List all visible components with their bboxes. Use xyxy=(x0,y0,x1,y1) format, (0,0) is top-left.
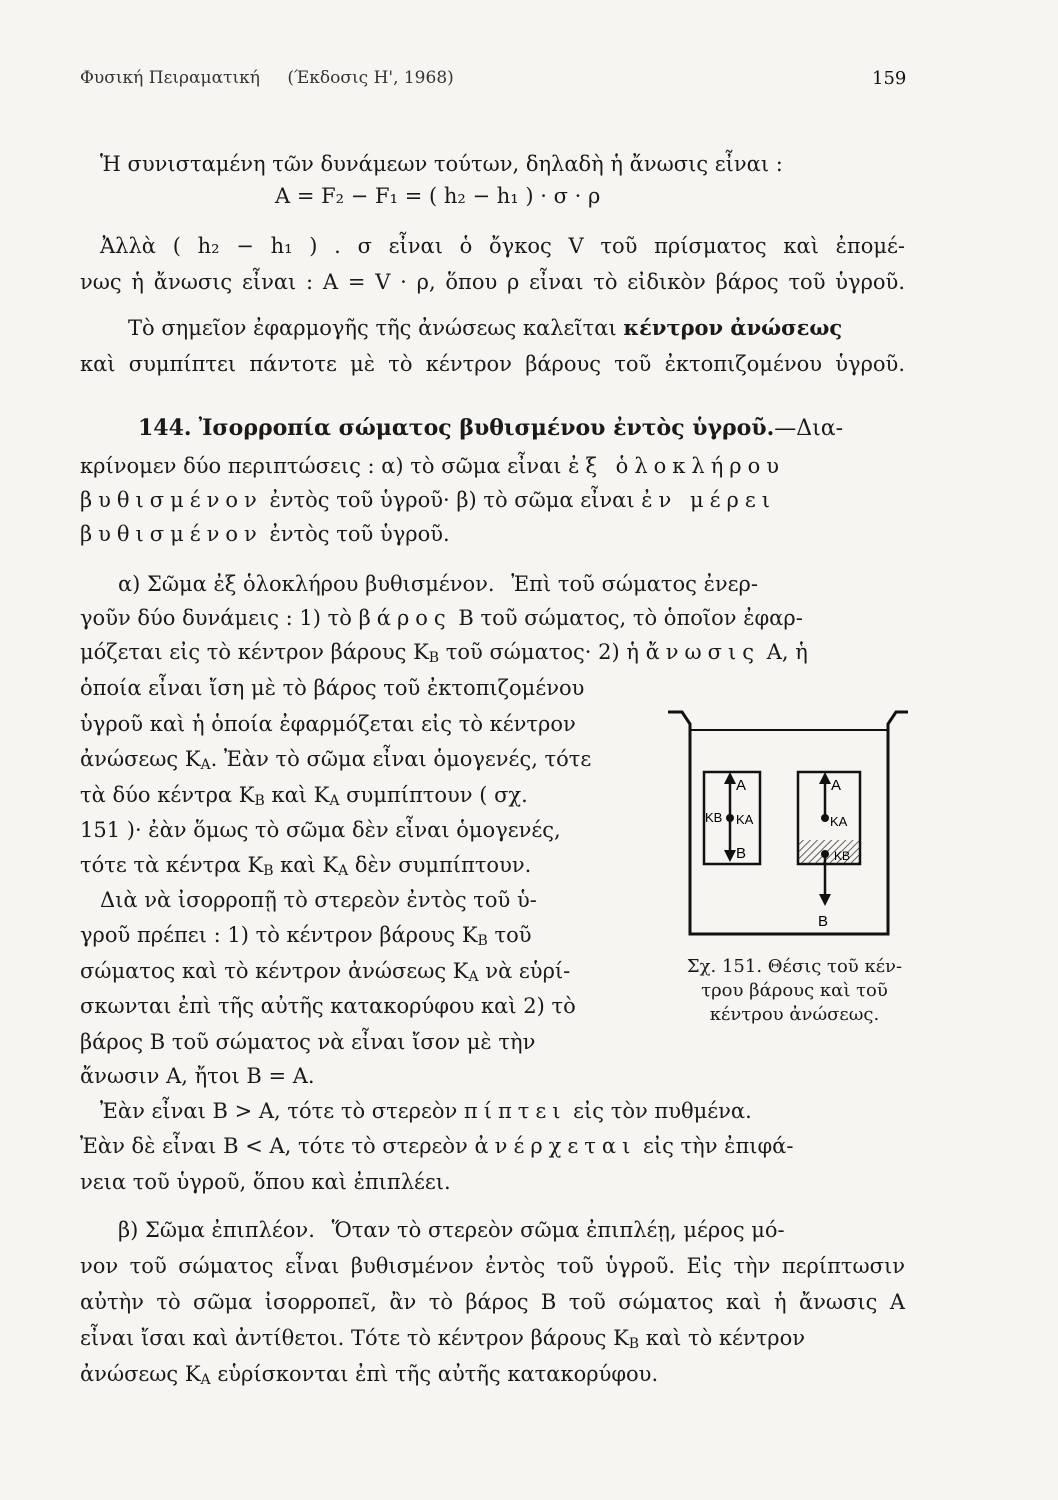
text-line: νον τοῦ σώματος εἶναι βυθισμένον ἐντὸς τοῦ ὑγροῦ. Εἰς τὴν περίπτωσιν xyxy=(80,1254,905,1278)
text-span: Ὅταν τὸ στερεὸν σῶμα ἐπιπλέῃ, μέρος μό- xyxy=(331,1218,785,1242)
section-heading xyxy=(138,414,843,443)
text-span: τοῦ xyxy=(487,923,532,947)
emphasis: πίπτει xyxy=(463,1099,567,1123)
emphasis: βάρος xyxy=(358,606,452,630)
emphasis: βυθισμένον xyxy=(80,522,263,546)
text-span: Ἐὰν δὲ εἶναι B < A, τότε τὸ στερεὸν xyxy=(80,1134,475,1158)
text-line xyxy=(80,452,785,480)
subscript: B xyxy=(428,650,440,666)
label-kb: KB xyxy=(834,849,851,863)
text-line xyxy=(80,1324,805,1358)
text-span: . Ἐὰν τὸ σῶμα εἶναι ὁμογενές, τότε xyxy=(210,747,592,771)
text-line xyxy=(80,851,531,885)
text-span: εὑρίσκονται ἐπὶ τῆς αὐτῆς κατακορύφου. xyxy=(210,1362,659,1386)
label-a: A xyxy=(736,777,747,794)
section-title: Ἰσορροπία σώματος βυθισμένου ἐντὸς ὑγροῦ. xyxy=(198,415,775,441)
text-line xyxy=(80,1360,658,1394)
text-line xyxy=(100,1097,752,1125)
emphasis: ἀνέρχεται xyxy=(474,1134,637,1158)
text-span: δὲν συμπίπτουν. xyxy=(348,853,532,877)
center-point xyxy=(821,814,829,822)
text-span: τότε τὰ κέντρα K xyxy=(80,853,264,877)
arrow-head xyxy=(819,894,831,906)
text-line xyxy=(80,604,803,632)
hatched-region xyxy=(798,840,860,864)
text-line xyxy=(80,520,450,548)
text-line xyxy=(80,921,532,955)
text-line: ὑγροῦ καὶ ἡ ὁποία ἐφαρμόζεται εἰς τὸ κέντρον xyxy=(80,712,576,736)
subscript: B xyxy=(263,863,274,879)
label-b: B xyxy=(818,913,829,930)
emphasis: βυθισμένον xyxy=(80,488,263,512)
text-span: σώματος καὶ τὸ κέντρον ἀνώσεως K xyxy=(80,959,469,983)
label-a: A xyxy=(831,777,842,794)
text-line: νως ἡ ἄνωσις εἶναι : A = V · ρ, ὅπου ρ εἶναι τὸ εἰδικὸν βάρος τοῦ ὑγροῦ. xyxy=(80,270,905,294)
subscript: A xyxy=(468,969,479,985)
text-line: καὶ συμπίπτει πάντοτε μὲ τὸ κέντρον βάρους τοῦ ἐκτοπιζομένου ὑγροῦ. xyxy=(80,352,905,376)
text-span: ἐντὸς τοῦ ὑγροῦ· β) τὸ σῶμα εἶναι xyxy=(262,488,642,512)
subscript: B xyxy=(477,933,488,949)
key-term: κέντρον ἀνώσεως xyxy=(623,315,843,340)
arrow-head xyxy=(724,850,736,862)
caption-line: κέντρου ἀνώσεως. xyxy=(709,1004,880,1025)
text-span: ἐντὸς τοῦ ὑγροῦ. xyxy=(262,522,450,546)
text-span: γοῦν δύο δυνάμεις : 1) τὸ xyxy=(80,606,352,630)
emphasis: ἐξ ὁλοκλήρου xyxy=(568,454,786,478)
text-span: καὶ τὸ κέντρον xyxy=(639,1326,806,1350)
section-number: 144. xyxy=(138,415,192,441)
subheading: α) Σῶμα ἐξ ὁλοκλήρου βυθισμένον. xyxy=(118,572,495,596)
subscript: B xyxy=(628,1336,640,1352)
text-span: Τὸ σημεῖον ἐφαρμογῆς τῆς ἀνώσεως καλεῖται xyxy=(128,316,624,340)
arrow-head xyxy=(724,772,736,784)
text-line: 151 )· ἐὰν ὅμως τὸ σῶμα δὲν εἶναι ὁμογενές, xyxy=(80,818,561,842)
text-span: εἰς τὸν πυθμένα. xyxy=(566,1099,752,1123)
text-span: A, ἡ xyxy=(760,640,808,664)
text-span: Ἐπὶ τοῦ σώματος ἐνερ- xyxy=(511,572,758,596)
figure-caption xyxy=(662,955,927,1027)
subscript: A xyxy=(200,757,211,773)
subscript: A xyxy=(338,863,349,879)
text-line xyxy=(118,1216,785,1244)
text-line: Διὰ νὰ ἰσορροπῇ τὸ στερεὸν ἐντὸς τοῦ ὑ- xyxy=(100,888,537,912)
text-line: ἄνωσιν A, ἤτοι B = A. xyxy=(80,1064,315,1088)
text-span: μόζεται εἰς τὸ κέντρον βάρους K xyxy=(80,640,429,664)
text-line: αὐτὴν τὸ σῶμα ἰσορροπεῖ, ἂν τὸ βάρος B τοῦ σώματος καὶ ἡ ἄνωσις A xyxy=(80,1290,905,1314)
text-line xyxy=(80,1132,793,1160)
label-b: B xyxy=(736,845,747,862)
label-kb: KB xyxy=(705,810,723,825)
text-line: ὁποία εἶναι ἴση μὲ τὸ βάρος τοῦ ἐκτοπιζομένου xyxy=(80,676,585,700)
page-number: 159 xyxy=(872,68,907,89)
center-point xyxy=(726,814,734,822)
emphasis: ἐν μέρει xyxy=(641,488,776,512)
subheading: β) Σῶμα ἐπιπλέον. xyxy=(118,1218,315,1242)
text-span: ἀνώσεως K xyxy=(80,1362,201,1386)
book-title: Φυσική Πειραματική xyxy=(80,68,260,88)
subscript: A xyxy=(329,793,340,809)
text-span: συμπίπτουν ( σχ. xyxy=(339,783,528,807)
text-span: ἀνώσεως K xyxy=(80,747,201,771)
subscript: A xyxy=(200,1372,211,1388)
text-span: κρίνομεν δύο περιπτώσεις : α) τὸ σῶμα εἶναι xyxy=(80,454,569,478)
caption-line: τρου βάρους καὶ τοῦ xyxy=(701,980,888,1001)
text-span: εἰς τὴν ἐπιφά- xyxy=(636,1134,794,1158)
edition-note: (Έκδοσις Η', 1968) xyxy=(287,68,454,88)
label-ka: KA xyxy=(736,812,754,827)
text-span: —Δια- xyxy=(774,416,844,441)
label-ka: KA xyxy=(830,814,848,829)
text-span: B τοῦ σώματος, τὸ ὁποῖον ἐφαρ- xyxy=(458,606,803,630)
text-line xyxy=(80,957,570,991)
text-line xyxy=(80,745,591,779)
subscript: B xyxy=(254,793,265,809)
text-span: καὶ K xyxy=(264,783,330,807)
arrow-head xyxy=(819,772,831,784)
text-line xyxy=(80,781,528,815)
text-span: τοῦ σώματος· 2) ἡ xyxy=(439,640,646,664)
formula: A = F₂ − F₁ = ( h₂ − h₁ ) · σ · ρ xyxy=(275,184,601,208)
text-span: εἶναι ἴσαι καὶ ἀντίθετοι. Τότε τὸ κέντρον βάρους K xyxy=(80,1326,629,1350)
text-line: νεια τοῦ ὑγροῦ, ὅπου καὶ ἐπιπλέει. xyxy=(80,1170,451,1194)
text-line xyxy=(80,486,776,514)
figure-151 xyxy=(660,700,930,940)
text-line xyxy=(118,570,758,598)
running-head xyxy=(80,68,454,88)
text-line: βάρος B τοῦ σώματος νὰ εἶναι ἴσον μὲ τὴν xyxy=(80,1030,536,1054)
emphasis: ἄνωσις xyxy=(645,640,761,664)
text-line xyxy=(128,314,842,342)
text-line xyxy=(80,638,808,672)
text-span: τὰ δύο κέντρα K xyxy=(80,783,255,807)
text-span: γροῦ πρέπει : 1) τὸ κέντρον βάρους K xyxy=(80,923,478,947)
text-span: νὰ εὑρί- xyxy=(478,959,571,983)
caption-line: Σχ. 151. Θέσις τοῦ κέν- xyxy=(686,956,903,977)
text-line: Ἀλλὰ ( h₂ − h₁ ) . σ εἶναι ὁ ὄγκος V τοῦ πρίσματος καὶ ἐπομέ- xyxy=(100,234,905,258)
text-span: Ἐὰν εἶναι B > A, τότε τὸ στερεὸν xyxy=(100,1099,464,1123)
text-line: Ἡ συνισταμένη τῶν δυνάμεων τούτων, δηλαδὴ ἡ ἄνωσις εἶναι : xyxy=(100,152,783,176)
text-line: σκωνται ἐπὶ τῆς αὐτῆς κατακορύφου καὶ 2) τὸ xyxy=(80,994,576,1018)
text-span: καὶ K xyxy=(273,853,339,877)
